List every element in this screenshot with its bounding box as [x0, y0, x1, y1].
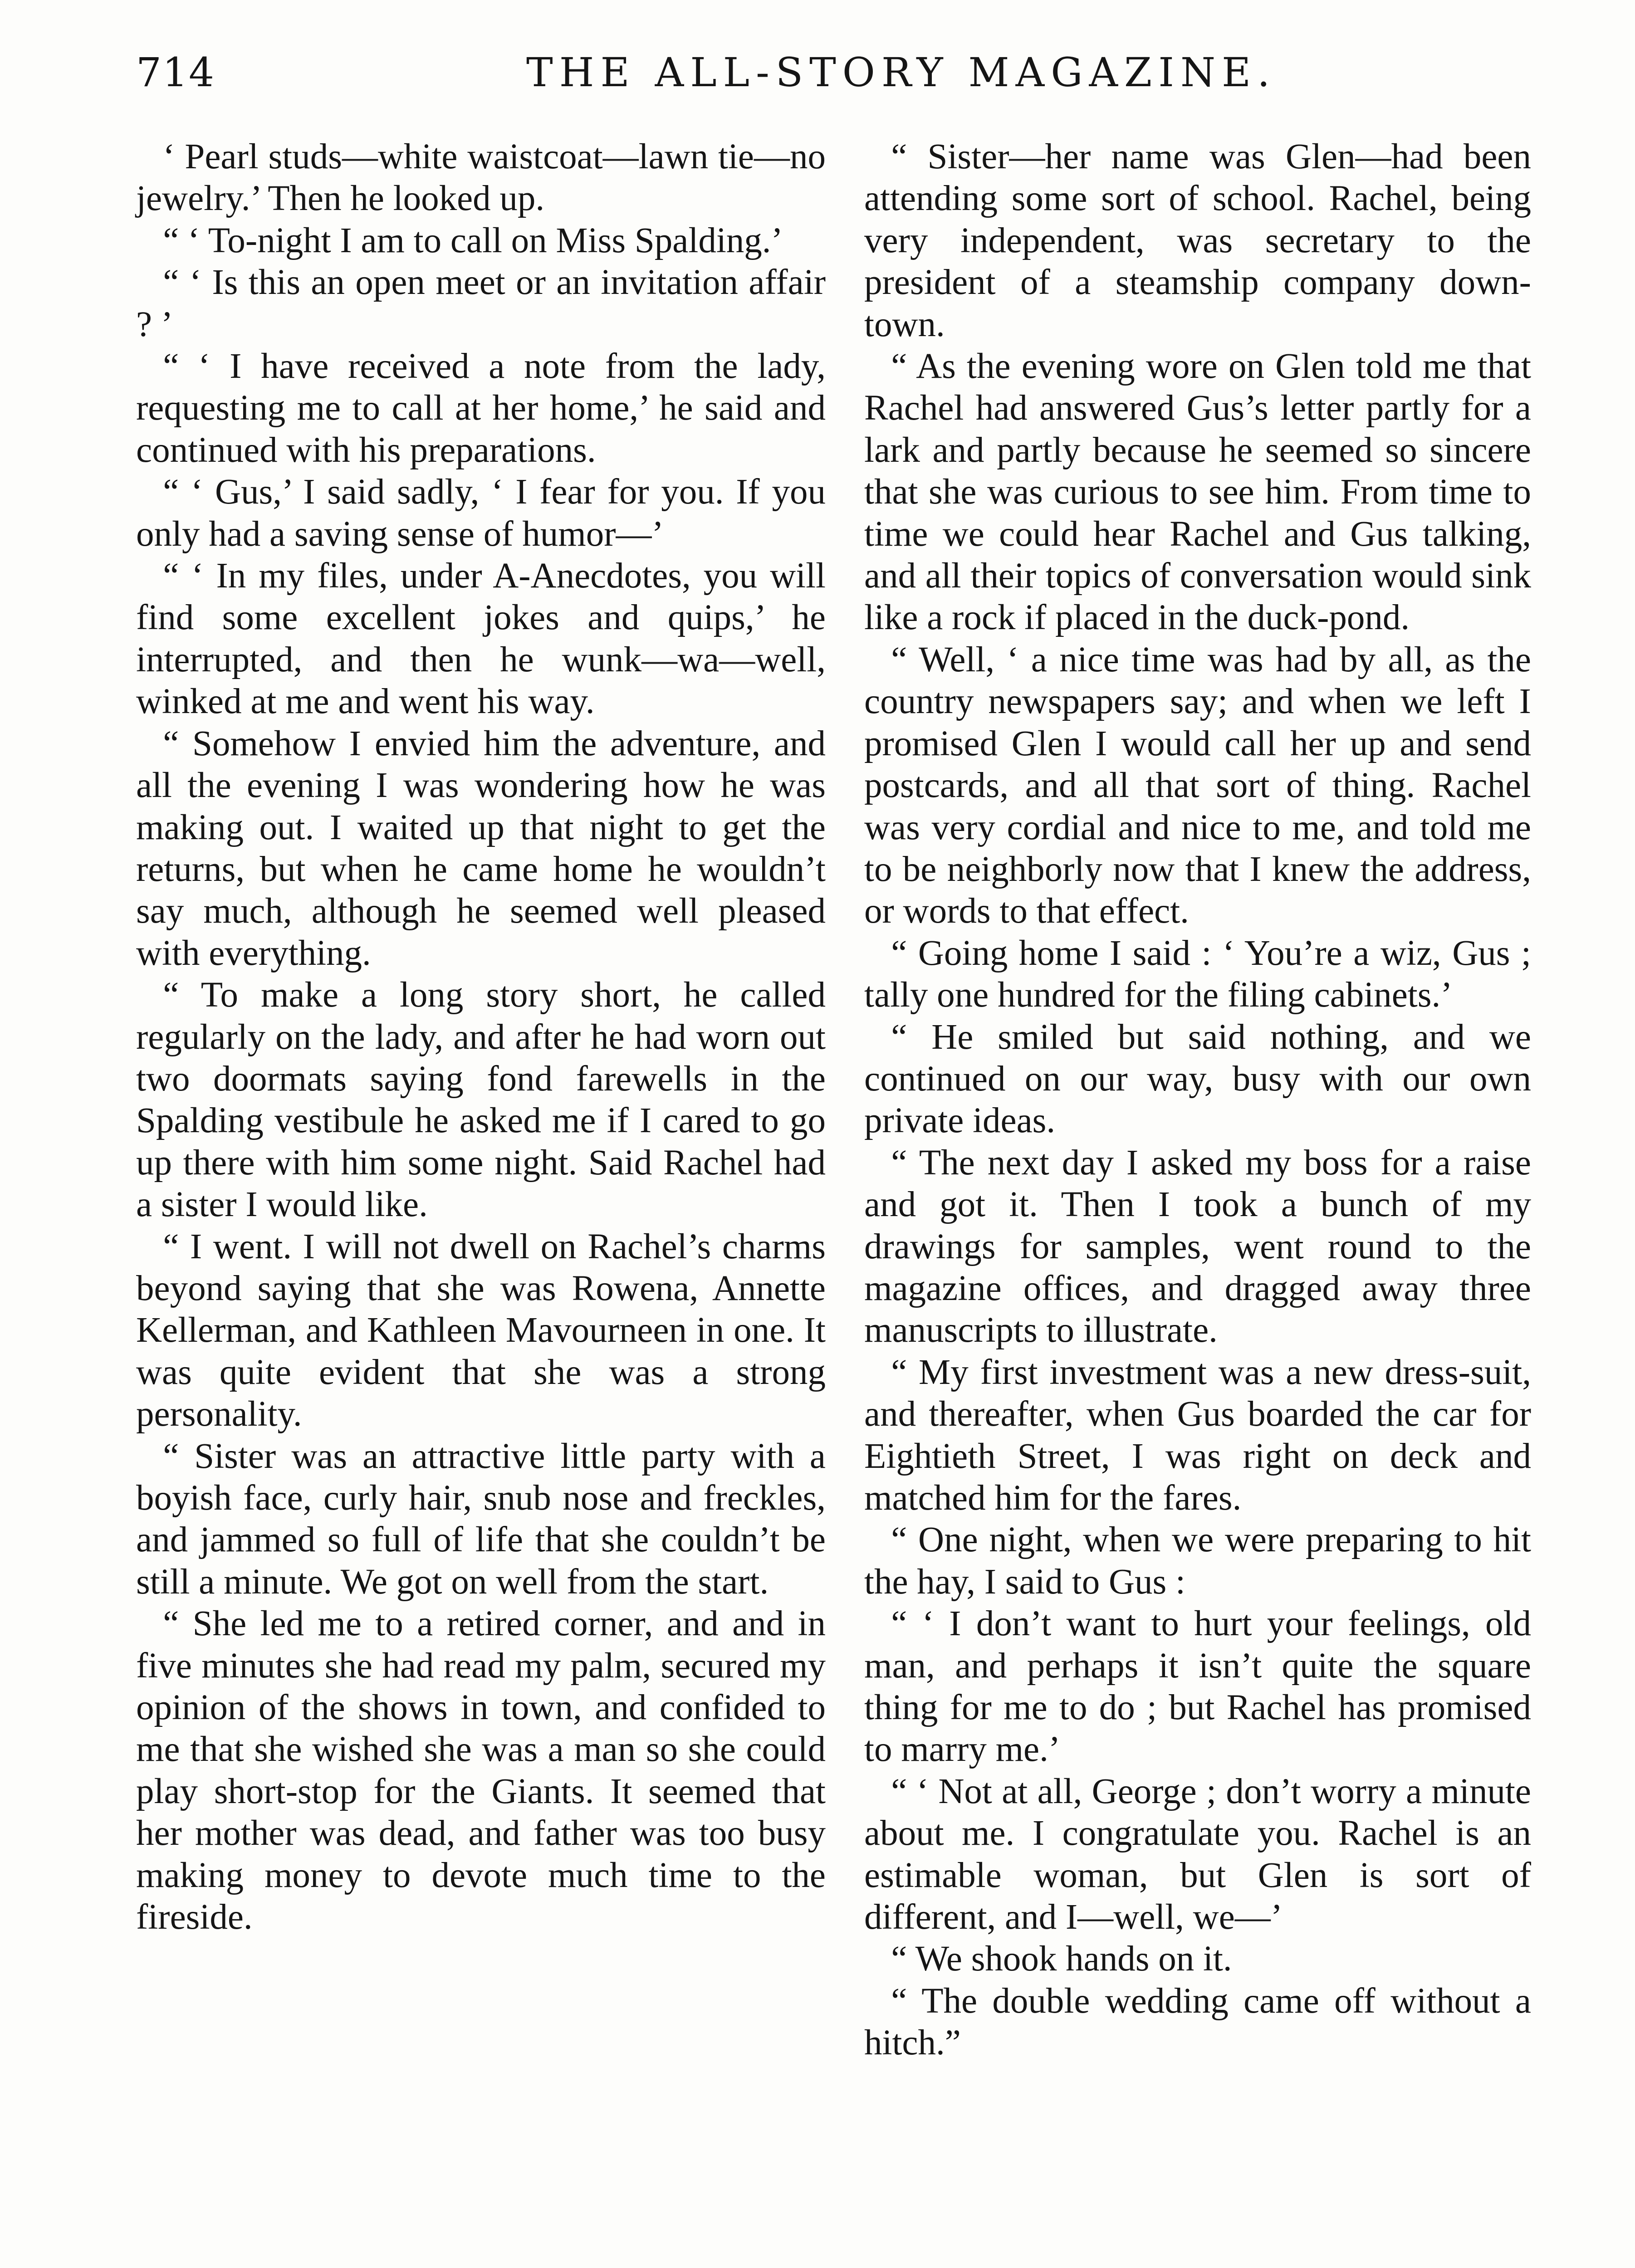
paragraph: “ As the evening wore on Glen told me that Rachel had answered Gus’s letter partly for a lark and partly because he seemed so sincere that she was curious to see him. From time to time we could hear Rachel and Gus talking, and all their topics of conversation would sink like a rock if placed in the duck-pond. [864, 347, 1531, 638]
paragraph: “ Going home I said : ‘ You’re a wiz, Gus ; tally one hundred for the filing cabinets.’ [864, 933, 1531, 1015]
paragraph: “ ‘ I have received a note from the lady, requesting me to call at her home,’ he said and continued with his preparations. [136, 347, 826, 470]
paragraph: “ We shook hands on it. [891, 1939, 1232, 1979]
paragraph: “ ‘ Gus,’ I said sadly, ‘ I fear for you. If you only had a saving sense of humor—’ [136, 472, 826, 554]
paragraph: “ ‘ Not at all, George ; don’t worry a minute about me. I congratulate you. Rachel is an estimable woman, but Glen is sort of different, and I—well, we—’ [864, 1771, 1531, 1937]
paragraph: “ To make a long story short, he called regularly on the lady, and after he had worn out two doormats saying fond farewells in the Spalding vestibule he asked me if I cared to go up there with him some night. Said Rachel had a sister I would like. [136, 975, 826, 1225]
paragraph: ‘ Pearl studs—white waistcoat—lawn tie—no jewelry.’ Then he looked up. [136, 137, 826, 219]
right-column [864, 136, 1531, 2064]
paragraph: “ The double wedding came off without a hitch.” [864, 1981, 1531, 2063]
left-column [136, 136, 826, 1938]
page-header [136, 49, 1522, 103]
paragraph: “ Sister—her name was Glen—had been attending some sort of school. Rachel, being very independent, was secretary to the president of a steamship company down-town. [864, 137, 1531, 344]
paragraph: “ Well, ‘ a nice time was had by all, as the country newspapers say; and when we left I promised Glen I would call her up and send postcards, and all that sort of thing. Rachel was very cordial and nice to me, and told me to be neighborly now that I knew the address, or words to that effect. [864, 640, 1531, 931]
paragraph: “ ‘ In my files, under A-Anecdotes, you will find some excellent jokes and quips,’ he interrupted, and then he wunk—wa—well, winked at me and went his way. [136, 556, 826, 722]
running-head: THE ALL-STORY MAGAZINE. [526, 49, 1277, 96]
paragraph: “ He smiled but said nothing, and we continued on our way, busy with our own private ideas. [864, 1017, 1531, 1141]
paragraph: “ ‘ I don’t want to hurt your feelings, old man, and perhaps it isn’t quite the square thing for me to do ; but Rachel has promised to marry me.’ [864, 1604, 1531, 1769]
paragraph: “ I went. I will not dwell on Rachel’s charms beyond saying that she was Rowena, Annette Kellerman, and Kathleen Mavourneen in one. It was quite evident that she was a strong personality. [136, 1227, 826, 1434]
paragraph: “ The next day I asked my boss for a raise and got it. Then I took a bunch of my drawings for samples, went round to the magazine offices, and dragged away three manuscripts to illustrate. [864, 1143, 1531, 1350]
paragraph: “ Somehow I envied him the adventure, and all the evening I was wondering how he was making out. I waited up that night to get the returns, but when he came home he wouldn’t say much, although he seemed well pleased with everything. [136, 723, 826, 973]
paragraph: “ One night, when we were preparing to hit the hay, I said to Gus : [864, 1520, 1531, 1602]
paragraph: “ She led me to a retired corner, and and in five minutes she had read my palm, secured my opinion of the shows in town, and confided to me that she wished she was a man so she could play short-stop for the Giants. It seemed that her mother was dead, and father was too busy making money to devote much time to the fireside. [136, 1604, 826, 1937]
page-number: 714 [136, 49, 215, 96]
paragraph: “ ‘ Is this an open meet or an invitation affair ? ’ [136, 263, 826, 344]
paragraph: “ My first investment was a new dress-suit, and thereafter, when Gus boarded the car for Eightieth Street, I was right on deck and matched him for the fares. [864, 1352, 1531, 1518]
paragraph: “ Sister was an attractive little party with a boyish face, curly hair, snub nose and freckles, and jammed so full of life that she couldn’t be still a minute. We got on well from the start. [136, 1436, 826, 1602]
paragraph: “ ‘ To-night I am to call on Miss Spalding.’ [163, 220, 783, 260]
